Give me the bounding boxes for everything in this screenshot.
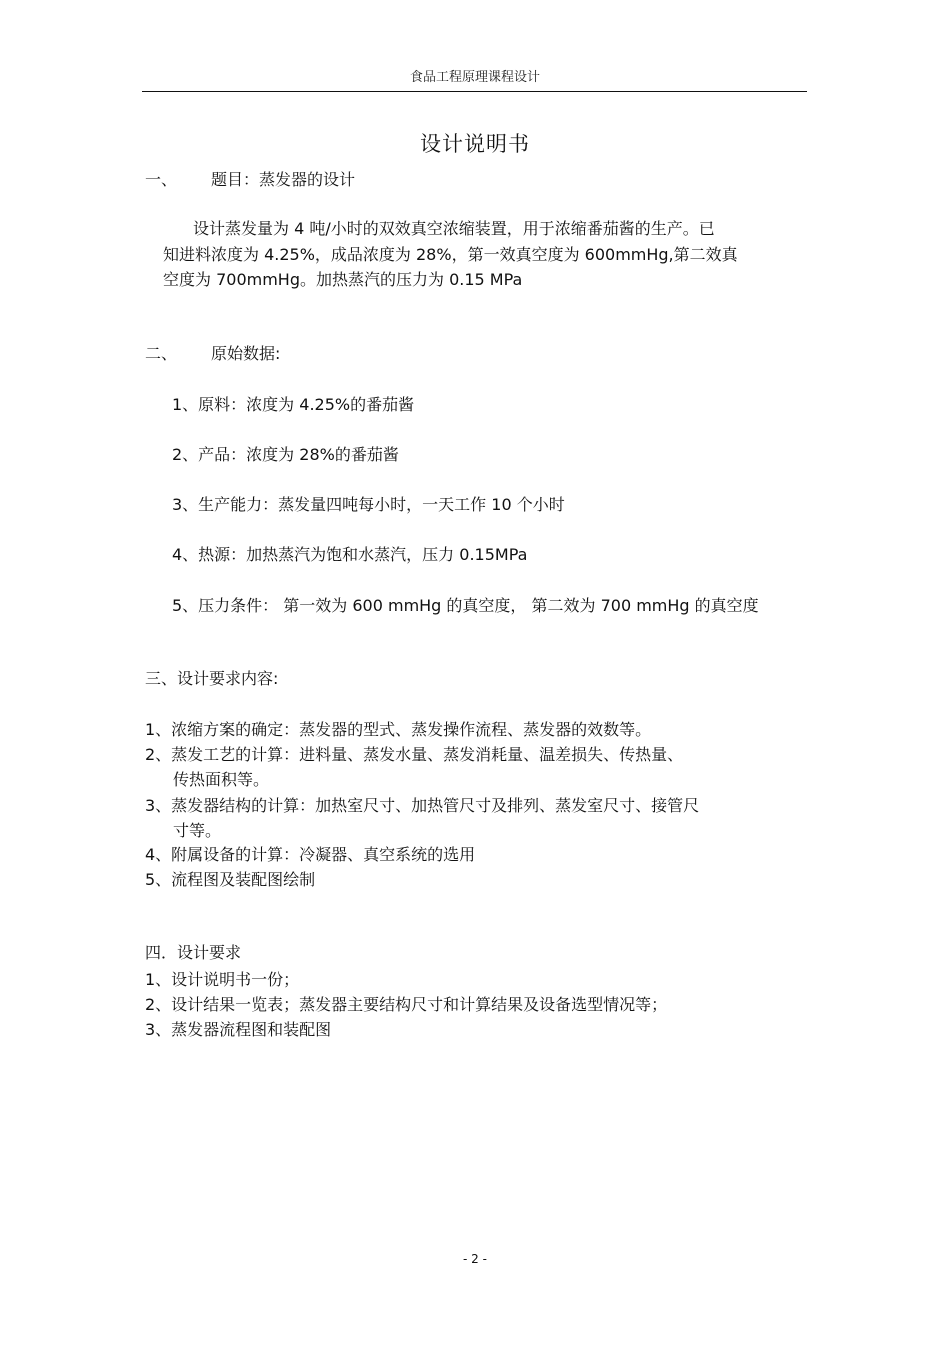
- section2-item-3: 3、生产能力：蒸发量四吨每小时，一天工作 10 个小时: [172, 495, 565, 514]
- section1-paragraph-line-2: 知进料浓度为 4.25%，成品浓度为 28%，第一效真空度为 600mmHg,第二效真: [163, 245, 738, 264]
- section1-paragraph-line-3: 空度为 700mmHg。加热蒸汽的压力为 0.15 MPa: [163, 270, 523, 289]
- section2-item-4: 4、热源：加热蒸汽为饱和水蒸汽，压力 0.15MPa: [172, 545, 528, 564]
- section3-line-3: 3、蒸发器结构的计算：加热室尺寸、加热管尺寸及排列、蒸发室尺寸、接管尺: [145, 796, 700, 815]
- section1-heading: 题目：蒸发器的设计: [211, 170, 356, 189]
- section3-line-4: 4、附属设备的计算：冷凝器、真空系统的选用: [145, 845, 476, 864]
- section2-number: 二、: [145, 344, 178, 363]
- section3-line-2: 2、蒸发工艺的计算：进料量、蒸发水量、蒸发消耗量、温差损失、传热量、: [145, 745, 684, 764]
- section2-item-2: 2、产品：浓度为 28%的番茄酱: [172, 445, 399, 464]
- section2-item-1: 1、原料：浓度为 4.25%的番茄酱: [172, 395, 415, 414]
- section4-line-2: 2、设计结果一览表；蒸发器主要结构尺寸和计算结果及设备选型情况等；: [145, 995, 668, 1014]
- section3-line-3-cont: 寸等。: [173, 821, 222, 840]
- section3-line-1: 1、浓缩方案的确定：蒸发器的型式、蒸发操作流程、蒸发器的效数等。: [145, 720, 652, 739]
- section2-item-5: 5、压力条件： 第一效为 600 mmHg 的真空度， 第二效为 700 mmHg 的真空度: [172, 596, 759, 615]
- section1-number: 一、: [145, 170, 178, 189]
- section4-line-3: 3、蒸发器流程图和装配图: [145, 1020, 332, 1039]
- page-number: - 2 -: [463, 1252, 487, 1266]
- section4-heading: 四．设计要求: [145, 943, 242, 962]
- section3-line-2-cont: 传热面积等。: [173, 770, 270, 789]
- header-rule: [142, 91, 807, 92]
- section3-heading: 三、设计要求内容:: [145, 669, 279, 688]
- section2-heading: 原始数据:: [211, 344, 281, 363]
- section4-line-1: 1、设计说明书一份；: [145, 970, 300, 989]
- section3-line-5: 5、流程图及装配图绘制: [145, 870, 316, 889]
- running-header: 食品工程原理课程设计: [409, 70, 540, 85]
- document-title: 设计说明书: [420, 132, 530, 156]
- section1-paragraph-line-1: 设计蒸发量为 4 吨/小时的双效真空浓缩装置，用于浓缩番茄酱的生产。已: [193, 219, 715, 238]
